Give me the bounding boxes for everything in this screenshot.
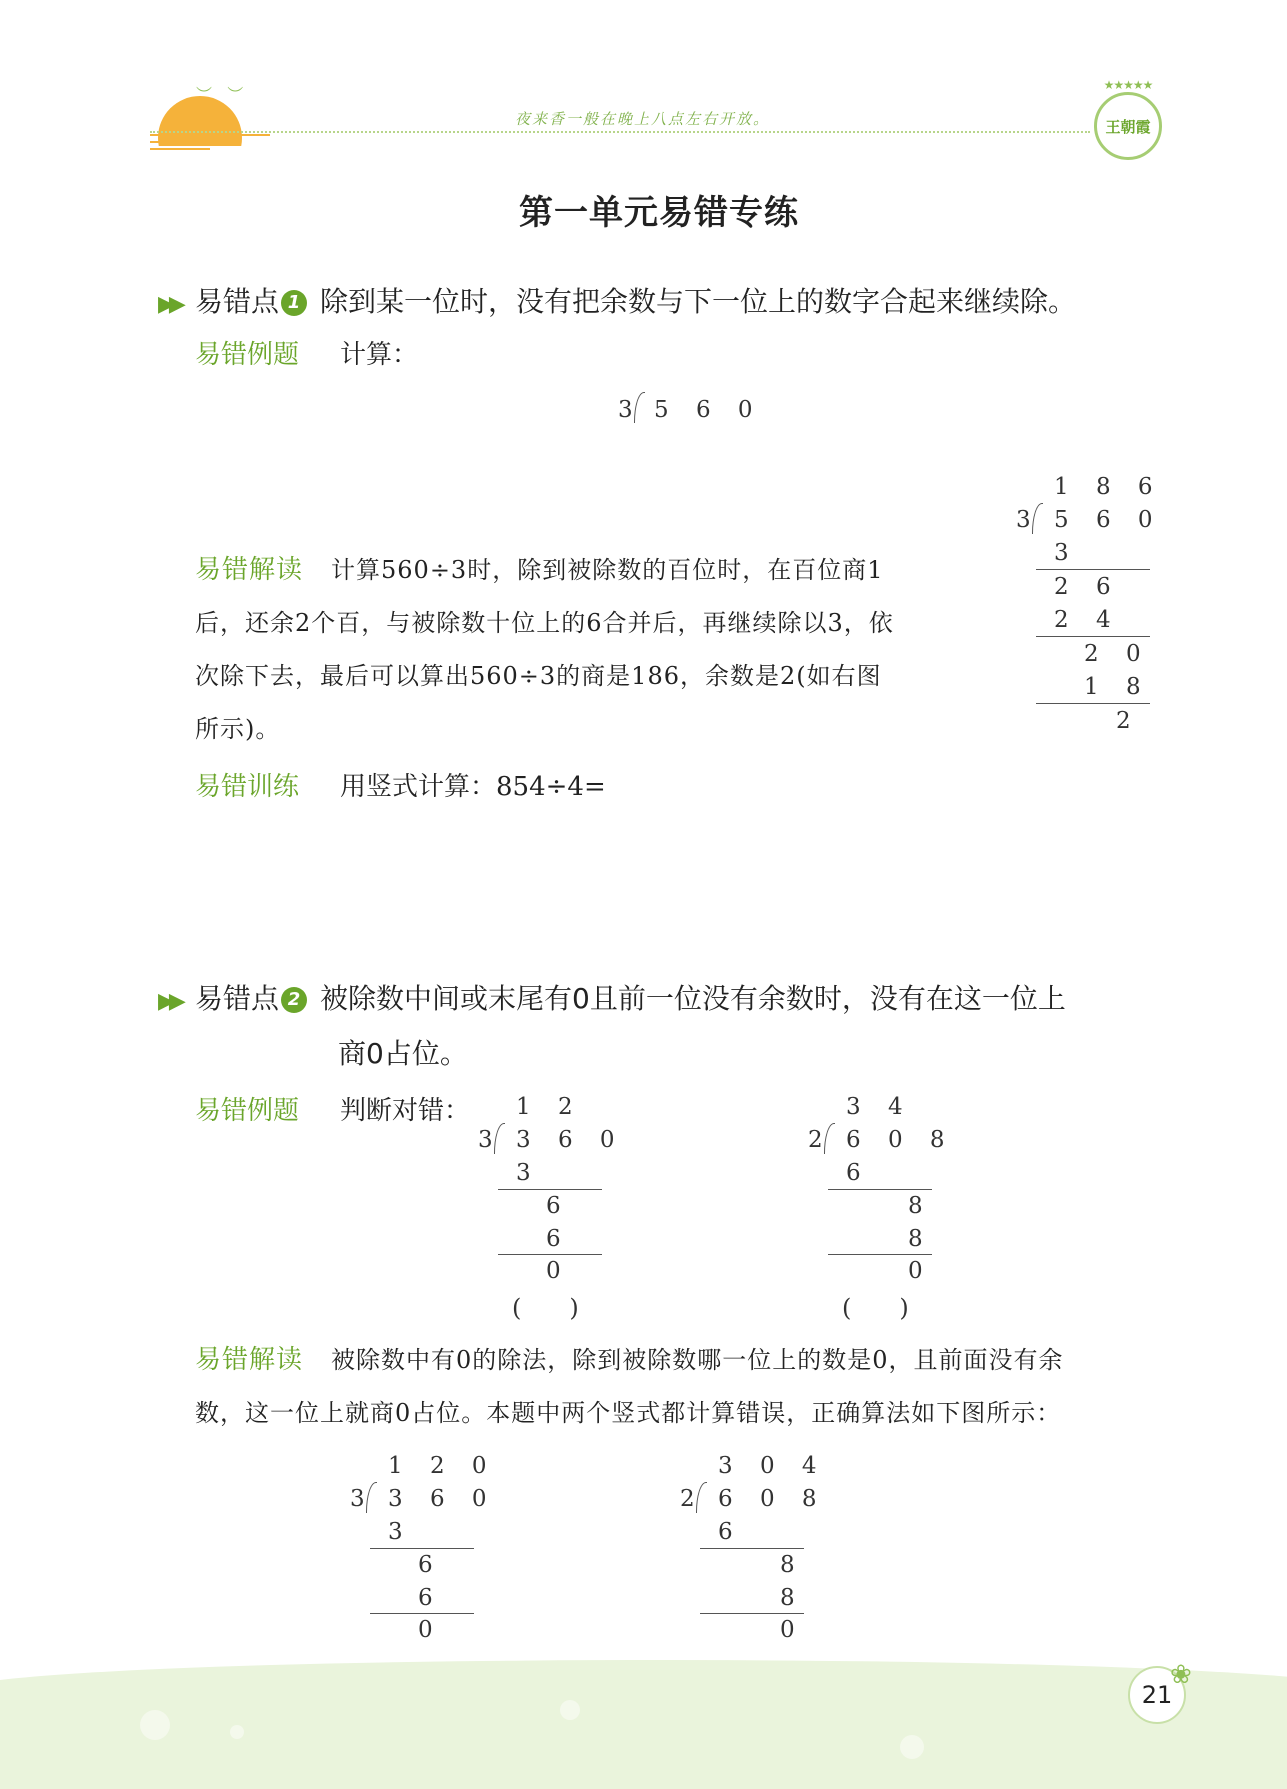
point1-example-label: 易错例题 [195, 340, 300, 370]
step-2: 8 [780, 1552, 805, 1578]
double-arrow-icon: ▶▶ [158, 292, 180, 317]
point1-heading: 除到某一位时，没有把余数与下一位上的数字合起来继续除。 [320, 285, 1077, 318]
answer-paren-2[interactable]: ( ) [842, 1294, 909, 1322]
brand-badge [1090, 78, 1166, 162]
analysis-line-1: 被除数中有0的除法，除到被除数哪一位上的数是0，且前面没有余 [331, 1346, 1064, 1374]
correct-division-2 [678, 1451, 827, 1643]
step-4: 2 0 [1084, 641, 1151, 667]
step-1: 3 [1054, 540, 1079, 566]
analysis-line-4: 所示)。 [195, 715, 281, 743]
page-title: 第一单元易错专练 [519, 193, 799, 233]
step-rule [370, 1613, 474, 1614]
analysis-line-2: 后，还余2个百，与被除数十位上的6合并后，再继续除以3，依 [195, 609, 894, 637]
wrong-division-1 [476, 1092, 625, 1284]
step-2: 6 [418, 1552, 443, 1578]
point2-analysis [195, 1334, 1195, 1440]
badge-text: 王朝霞 [1105, 117, 1151, 136]
dolphin-icon: ❀ [1170, 1660, 1192, 1690]
step-rule [1036, 569, 1150, 570]
point1-heading-row [158, 280, 1076, 320]
step-3: 8 [780, 1585, 805, 1611]
quotient: 1 2 0 [388, 1453, 497, 1479]
analysis-line-3: 次除下去，最后可以算出560÷3的商是186，余数是2(如右图 [195, 662, 882, 690]
step-3: 2 4 [1054, 607, 1121, 633]
step-3: 6 [418, 1585, 443, 1611]
step-4: 0 [908, 1258, 933, 1284]
step-4: 0 [418, 1617, 443, 1643]
point2-marker: 易错点 [194, 982, 279, 1015]
step-1: 3 [516, 1160, 541, 1186]
quotient: 1 2 [516, 1094, 583, 1120]
step-rule [700, 1548, 804, 1549]
point1-practice-label: 易错训练 [195, 772, 300, 802]
quotient: 1 8 6 [1054, 474, 1163, 500]
quotient: 3 4 [846, 1094, 913, 1120]
step-3: 6 [546, 1226, 571, 1252]
point1-example-text: 计算： [340, 340, 419, 370]
point1-solution-division [1012, 470, 1163, 740]
analysis-line-1: 计算560÷3时，除到被除数的百位时，在百位商1 [331, 556, 884, 584]
quotient: 3 0 4 [718, 1453, 827, 1479]
dividend: 3 6 0 [516, 1127, 625, 1153]
step-rule [828, 1189, 932, 1190]
birds-icon: ︶ ︶ [196, 85, 244, 104]
step-2: 8 [908, 1193, 933, 1219]
point1-practice-text: 用竖式计算：854÷4= [340, 772, 606, 802]
step-1: 3 [388, 1519, 413, 1545]
step-rule [1036, 636, 1150, 637]
step-rule [700, 1613, 804, 1614]
point1-marker: 易错点 [194, 285, 279, 318]
header-slogan: 夜来香一般在晚上八点左右开放。 [515, 110, 771, 128]
correct-division-1 [348, 1451, 497, 1643]
step-1: 6 [718, 1519, 743, 1545]
step-2: 2 6 [1054, 574, 1121, 600]
point2-heading-row [158, 977, 1066, 1017]
step-rule [828, 1254, 932, 1255]
divisor: 2 [680, 1486, 705, 1512]
remainder: 2 [1116, 708, 1141, 734]
step-rule [498, 1254, 602, 1255]
dividend: 5 6 0 [654, 397, 763, 423]
point1-example-division [612, 392, 762, 432]
point2-heading-line2: 商0占位。 [338, 1037, 468, 1070]
divisor: 3 [350, 1486, 375, 1512]
point1-analysis-label: 易错解读 [195, 555, 304, 585]
step-rule [1036, 703, 1150, 704]
step-5: 1 8 [1084, 674, 1151, 700]
page-number: 21 [1128, 1666, 1186, 1724]
point2-example-text: 判断对错： [340, 1096, 471, 1126]
divisor: 3 [618, 397, 643, 423]
point2-example-label: 易错例题 [195, 1096, 300, 1126]
step-3: 8 [908, 1226, 933, 1252]
step-2: 6 [546, 1193, 571, 1219]
dividend: 3 6 0 [388, 1486, 497, 1512]
wrong-division-2 [806, 1092, 955, 1284]
point1-analysis [195, 544, 975, 756]
point1-number-badge: 1 [281, 290, 307, 316]
dividend: 6 0 8 [718, 1486, 827, 1512]
divisor: 2 [808, 1127, 833, 1153]
step-rule [370, 1548, 474, 1549]
analysis-line-2: 数，这一位上就商0占位。本题中两个竖式都计算错误，正确算法如下图所示： [195, 1399, 1062, 1427]
answer-paren-1[interactable]: ( ) [512, 1294, 579, 1322]
step-4: 0 [546, 1258, 571, 1284]
header-dotted-line [150, 131, 1090, 133]
step-4: 0 [780, 1617, 805, 1643]
step-rule [498, 1189, 602, 1190]
step-1: 6 [846, 1160, 871, 1186]
point2-heading-line1: 被除数中间或末尾有0且前一位没有余数时，没有在这一位上 [320, 982, 1066, 1015]
footer-band [0, 1685, 1287, 1789]
point2-number-badge: 2 [281, 987, 307, 1013]
divisor: 3 [1016, 507, 1041, 533]
dividend: 6 0 8 [846, 1127, 955, 1153]
badge-stars-icon: ★★★★★ [1103, 78, 1153, 92]
point2-analysis-label: 易错解读 [195, 1345, 304, 1375]
horizon-lines [150, 134, 270, 155]
dividend: 5 6 0 [1054, 507, 1163, 533]
double-arrow-icon: ▶▶ [158, 989, 180, 1014]
divisor: 3 [478, 1127, 503, 1153]
